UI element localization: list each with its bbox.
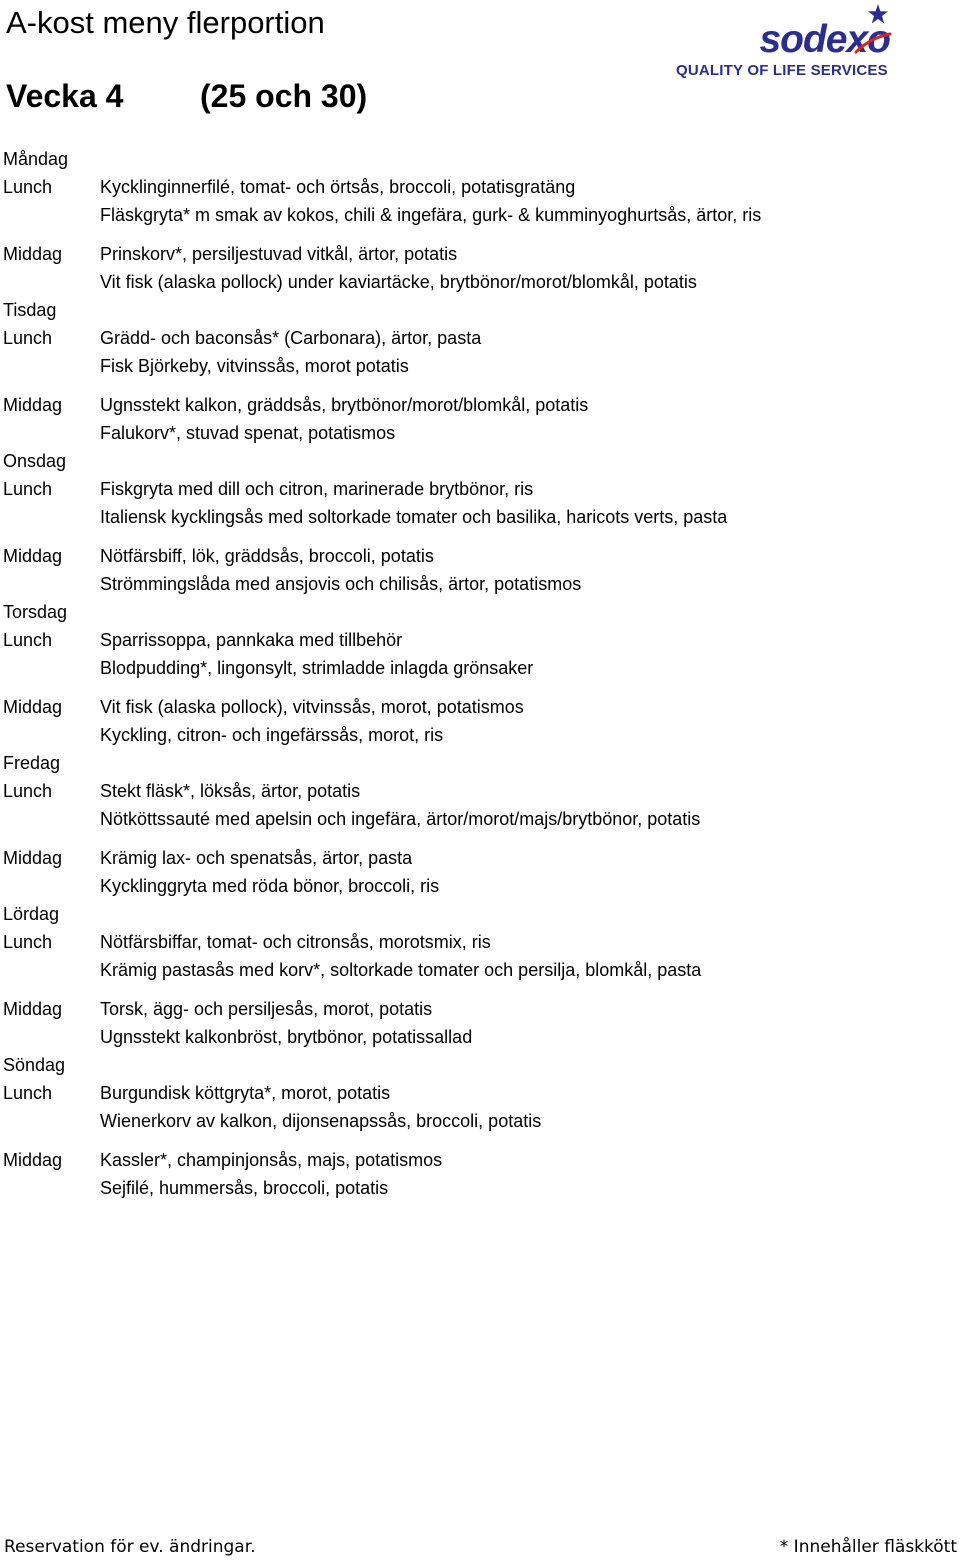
weekly-menu: [0, 145, 960, 1202]
dish: Kyckling, citron- och ingefärssås, morot, ris: [100, 725, 444, 745]
dish-list: [100, 391, 960, 447]
dinner-row: [0, 240, 960, 296]
dish: Krämig pastasås med korv*, soltorkade tomater och persilja, blomkål, pasta: [100, 960, 702, 980]
day-name: Onsdag: [3, 451, 67, 471]
dinner-label: Middag: [3, 395, 63, 415]
dish-list: [100, 173, 960, 229]
dish: Grädd- och baconsås* (Carbonara), ärtor, pasta: [100, 328, 482, 348]
dinner-label: Middag: [3, 697, 63, 717]
day-name: Söndag: [3, 1055, 66, 1075]
day-name: Lördag: [3, 904, 60, 924]
dish-list: [100, 693, 960, 749]
dish: Burgundisk köttgryta*, morot, potatis: [100, 1083, 391, 1103]
dinner-label: Middag: [3, 848, 63, 868]
dish: Wienerkorv av kalkon, dijonsenapssås, broccoli, potatis: [100, 1111, 542, 1131]
lunch-label: Lunch: [3, 1083, 53, 1103]
day-section: [0, 296, 960, 447]
logo-tagline: QUALITY OF LIFE SERVICES: [676, 62, 888, 79]
lunch-row: [0, 1079, 960, 1135]
lunch-row: [0, 173, 960, 229]
lunch-label: Lunch: [3, 630, 53, 650]
week-range: (25 och 30): [200, 78, 368, 114]
lunch-label: Lunch: [3, 479, 53, 499]
day-section: [0, 447, 960, 598]
dish: Kycklinginnerfilé, tomat- och örtsås, broccoli, potatisgratäng: [100, 177, 576, 197]
lunch-label: Lunch: [3, 328, 53, 348]
lunch-row: [0, 928, 960, 984]
day-name: Tisdag: [3, 300, 57, 320]
day-section: [0, 145, 960, 296]
dish-list: [100, 324, 960, 380]
swoosh-icon: [802, 32, 892, 60]
dish: Stekt fläsk*, löksås, ärtor, potatis: [100, 781, 361, 801]
dish: Kycklinggryta med röda bönor, broccoli, ris: [100, 876, 440, 896]
dinner-row: [0, 693, 960, 749]
dinner-row: [0, 391, 960, 447]
document-title: A-kost meny flerportion: [6, 5, 325, 40]
day-section: [0, 749, 960, 900]
dish: Vit fisk (alaska pollock) under kaviartäcke, brytbönor/morot/blomkål, potatis: [100, 272, 697, 292]
dish: Ugnsstekt kalkonbröst, brytbönor, potatissallad: [100, 1027, 473, 1047]
day-section: [0, 598, 960, 749]
lunch-row: [0, 475, 960, 531]
dish: Krämig lax- och spenatsås, ärtor, pasta: [100, 848, 413, 868]
dish: Ugnsstekt kalkon, gräddsås, brytbönor/morot/blomkål, potatis: [100, 395, 589, 415]
dinner-row: [0, 1146, 960, 1202]
dish: Strömmingslåda med ansjovis och chilisås, ärtor, potatismos: [100, 574, 582, 594]
dish: Prinskorv*, persiljestuvad vitkål, ärtor, potatis: [100, 244, 458, 264]
lunch-row: [0, 777, 960, 833]
lunch-label: Lunch: [3, 177, 53, 197]
dish-list: [100, 777, 960, 833]
day-section: [0, 1051, 960, 1202]
dish: Blodpudding*, lingonsylt, strimladde inlagda grönsaker: [100, 658, 534, 678]
dish: Fläskgryta* m smak av kokos, chili & ingefära, gurk- & kumminyoghurtsås, ärtor, ris: [100, 205, 762, 225]
lunch-row: [0, 324, 960, 380]
dinner-label: Middag: [3, 546, 63, 566]
dish-list: [100, 475, 960, 531]
dish-list: [100, 928, 960, 984]
dish-list: [100, 995, 960, 1051]
dish: Vit fisk (alaska pollock), vitvinssås, morot, potatismos: [100, 697, 524, 717]
dish: Fiskgryta med dill och citron, marinerade brytbönor, ris: [100, 479, 534, 499]
dinner-row: [0, 844, 960, 900]
dish: Falukorv*, stuvad spenat, potatismos: [100, 423, 396, 443]
dish-list: [100, 240, 960, 296]
dish: Nötfärsbiff, lök, gräddsås, broccoli, potatis: [100, 546, 434, 566]
dish-list: [100, 1146, 960, 1202]
lunch-label: Lunch: [3, 781, 53, 801]
dinner-label: Middag: [3, 244, 63, 264]
lunch-label: Lunch: [3, 932, 53, 952]
day-name: Fredag: [3, 753, 61, 773]
dish: Torsk, ägg- och persiljesås, morot, potatis: [100, 999, 433, 1019]
week-number: Vecka 4: [6, 78, 124, 114]
dish-list: [100, 1079, 960, 1135]
day-name: Måndag: [3, 149, 69, 169]
dish-list: [100, 542, 960, 598]
pork-note: * Innehåller fläskkött: [779, 1537, 957, 1557]
lunch-row: [0, 626, 960, 682]
dish: Sparrissoppa, pannkaka med tillbehör: [100, 630, 403, 650]
dish: Sejfilé, hummersås, broccoli, potatis: [100, 1178, 389, 1198]
logo-wordmark: sodexo: [759, 18, 890, 61]
sodexo-logo: [672, 4, 894, 84]
dish-list: [100, 844, 960, 900]
page-footer: [0, 1534, 960, 1560]
dinner-row: [0, 995, 960, 1051]
dish: Nötfärsbiffar, tomat- och citronsås, morotsmix, ris: [100, 932, 491, 952]
dish: Nötköttssauté med apelsin och ingefära, ärtor/morot/majs/brytbönor, potatis: [100, 809, 701, 829]
disclaimer: Reservation för ev. ändringar.: [4, 1537, 256, 1557]
day-section: [0, 900, 960, 1051]
dinner-label: Middag: [3, 999, 63, 1019]
dish: Fisk Björkeby, vitvinssås, morot potatis: [100, 356, 409, 376]
week-heading: [6, 76, 368, 116]
dinner-label: Middag: [3, 1150, 63, 1170]
dish-list: [100, 626, 960, 682]
day-name: Torsdag: [3, 602, 68, 622]
dish: Kassler*, champinjonsås, majs, potatismos: [100, 1150, 443, 1170]
dish: Italiensk kycklingsås med soltorkade tomater och basilika, haricots verts, pasta: [100, 507, 728, 527]
dinner-row: [0, 542, 960, 598]
